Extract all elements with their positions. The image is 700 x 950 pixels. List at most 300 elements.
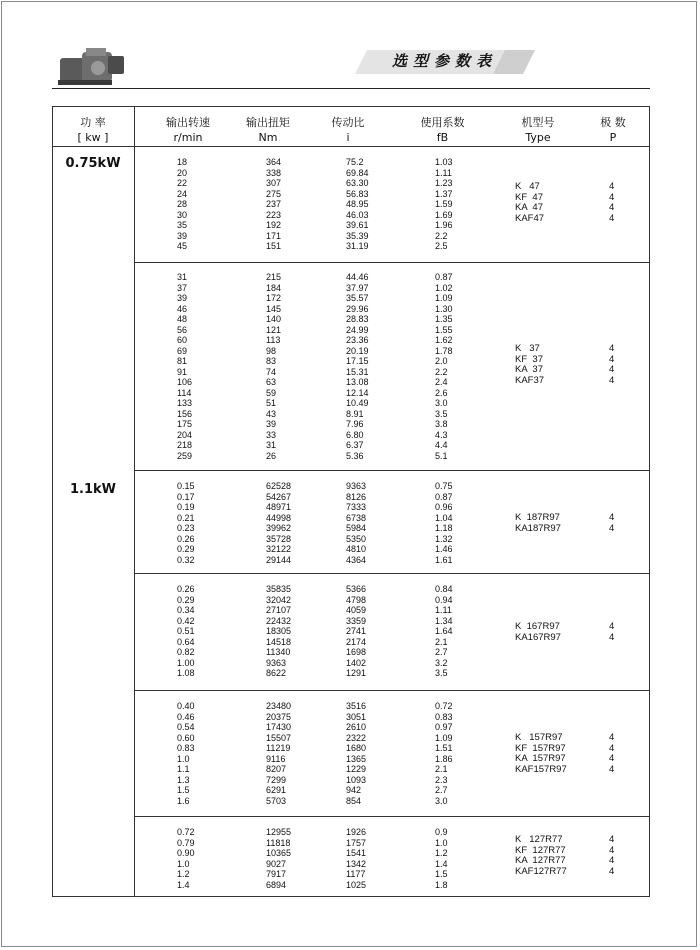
type-cell: KAF127R77 [515, 865, 567, 877]
factor-cell: 1.37 [435, 188, 453, 199]
torque-cell: 31 [266, 440, 277, 450]
ratio-cell: 48.95 [346, 199, 369, 209]
speed-cell: 106 [177, 377, 193, 387]
poles-cell: 4 [609, 865, 615, 877]
type-cell: KA 157R97 [515, 753, 566, 764]
poles-cell: 4 [609, 834, 615, 845]
torque-cell: 364 [266, 157, 282, 167]
torque-cell: 184 [266, 282, 282, 293]
torque-column [266, 272, 281, 461]
factor-cell: 0.96 [435, 502, 453, 512]
poles-header-unit: P [609, 131, 617, 144]
speed-cell: 0.21 [177, 512, 195, 523]
factor-cell: 2.1 [435, 636, 448, 647]
speed-cell: 0.51 [177, 626, 195, 636]
poles-header [578, 114, 648, 144]
speed-cell: 81 [177, 356, 188, 366]
speed-cell: 0.90 [177, 848, 195, 858]
ratio-cell: 28.83 [346, 314, 369, 324]
torque-cell: 44998 [266, 512, 292, 523]
speed-cell: 0.42 [177, 615, 195, 626]
poles-cell: 4 [609, 631, 615, 643]
torque-cell: 32042 [266, 594, 292, 605]
torque-cell: 223 [266, 209, 282, 220]
ratio-cell: 3359 [346, 615, 367, 626]
ratio-cell: 1342 [346, 858, 367, 869]
factor-cell: 0.72 [435, 701, 453, 711]
ratio-cell: 23.36 [346, 335, 369, 345]
ratio-cell: 2322 [346, 732, 367, 743]
factor-cell: 1.11 [435, 605, 452, 615]
ratio-cell: 10.49 [346, 398, 369, 408]
torque-cell: 29144 [266, 554, 292, 565]
speed-cell: 60 [177, 335, 188, 345]
factor-column [435, 272, 453, 461]
poles-cell: 4 [609, 621, 615, 632]
factor-cell: 1.18 [435, 523, 453, 533]
ratio-cell: 5366 [346, 584, 367, 594]
poles-column [609, 733, 614, 775]
type-cell: K 47 [515, 181, 540, 192]
torque-cell: 8207 [266, 764, 287, 774]
ratio-column [346, 272, 369, 461]
ratio-cell: 854 [346, 795, 362, 806]
factor-cell: 2.7 [435, 647, 448, 657]
torque-cell: 20375 [266, 711, 292, 722]
section-divider [134, 470, 650, 471]
speed-cell: 1.1 [177, 764, 190, 774]
torque-cell: 51 [266, 398, 277, 408]
table-header-divider [52, 146, 650, 147]
torque-header-unit: Nm [258, 131, 278, 144]
ratio-cell: 4364 [346, 554, 367, 565]
section-divider [134, 573, 650, 574]
factor-cell: 0.87 [435, 272, 453, 282]
factor-cell: 1.2 [435, 848, 448, 858]
type-cell: K 167R97 [515, 621, 560, 632]
speed-cell: 39 [177, 293, 188, 303]
type-cell: KA 37 [515, 364, 543, 375]
factor-cell: 1.4 [435, 858, 448, 869]
torque-cell: 17430 [266, 722, 292, 732]
ratio-cell: 39.61 [346, 220, 369, 230]
torque-cell: 172 [266, 293, 282, 303]
factor-cell: 3.0 [435, 398, 448, 408]
poles-cell: 4 [609, 512, 615, 523]
speed-cell: 46 [177, 303, 188, 314]
factor-column [435, 701, 453, 806]
speed-cell: 204 [177, 429, 193, 440]
speed-cell: 1.00 [177, 657, 195, 668]
poles-cell: 4 [609, 374, 615, 386]
factor-cell: 1.34 [435, 615, 453, 626]
type-cell: KA 127R77 [515, 855, 566, 866]
power-label: 0.75kW [65, 156, 121, 171]
torque-cell: 338 [266, 167, 282, 178]
factor-cell: 1.09 [435, 293, 453, 303]
factor-cell: 1.02 [435, 282, 453, 293]
ratio-cell: 69.84 [346, 167, 369, 178]
poles-column [609, 622, 614, 643]
speed-cell: 1.08 [177, 668, 195, 678]
torque-cell: 8622 [266, 668, 287, 678]
ratio-cell: 2174 [346, 636, 367, 647]
poles-cell: 4 [609, 181, 615, 192]
ratio-cell: 13.08 [346, 377, 369, 387]
torque-cell: 6291 [266, 785, 287, 795]
type-cell: KF 47 [515, 191, 543, 203]
section-divider [134, 690, 650, 691]
page-title: 选型参数表 [392, 52, 498, 70]
torque-cell: 35835 [266, 584, 292, 594]
ratio-cell: 1926 [346, 827, 367, 837]
factor-cell: 1.23 [435, 178, 453, 188]
torque-cell: 14518 [266, 636, 292, 647]
ratio-cell: 1541 [346, 848, 367, 858]
speed-cell: 24 [177, 188, 188, 199]
ratio-column [346, 481, 366, 565]
poles-column [609, 182, 614, 224]
factor-column [435, 481, 453, 565]
ratio-cell: 2741 [346, 626, 367, 636]
factor-cell: 3.2 [435, 657, 448, 668]
torque-cell: 74 [266, 366, 277, 377]
factor-cell: 1.69 [435, 209, 453, 220]
ratio-column [346, 701, 366, 806]
ratio-cell: 15.31 [346, 366, 369, 377]
torque-cell: 98 [266, 345, 277, 356]
torque-cell: 6894 [266, 879, 287, 890]
torque-cell: 307 [266, 178, 282, 188]
torque-cell: 33 [266, 429, 277, 440]
speed-cell: 91 [177, 366, 188, 377]
ratio-column [346, 827, 366, 890]
torque-column [266, 584, 291, 679]
ratio-cell: 56.83 [346, 188, 369, 199]
speed-column [177, 481, 195, 565]
speed-cell: 0.79 [177, 837, 195, 848]
ratio-cell: 1757 [346, 837, 367, 848]
ratio-cell: 2610 [346, 722, 367, 732]
speed-cell: 20 [177, 167, 188, 178]
torque-cell: 26 [266, 450, 277, 461]
speed-cell: 45 [177, 241, 188, 251]
gear-motor-icon [58, 44, 128, 88]
power-label: 1.1kW [69, 482, 116, 497]
factor-cell: 5.1 [435, 450, 448, 461]
factor-cell: 1.04 [435, 512, 453, 523]
speed-header-title: 输出转速 [166, 116, 210, 129]
ratio-cell: 7.96 [346, 419, 364, 429]
poles-cell: 4 [609, 732, 615, 743]
speed-cell: 31 [177, 272, 188, 282]
torque-cell: 63 [266, 377, 277, 387]
speed-cell: 22 [177, 178, 188, 188]
speed-cell: 0.29 [177, 544, 195, 554]
torque-cell: 121 [266, 324, 282, 335]
poles-cell: 4 [609, 212, 615, 224]
power-header-title: 功 率 [80, 116, 106, 129]
power-header [52, 114, 134, 144]
speed-cell: 35 [177, 220, 188, 230]
speed-cell: 1.0 [177, 858, 190, 869]
poles-cell: 4 [609, 753, 615, 764]
torque-cell: 7299 [266, 774, 287, 785]
type-cell: K 127R77 [515, 834, 563, 845]
ratio-cell: 8.91 [346, 408, 364, 419]
type-column [515, 182, 544, 224]
speed-cell: 114 [177, 387, 192, 398]
ratio-cell: 24.99 [346, 324, 369, 335]
factor-cell: 2.2 [435, 366, 448, 377]
ratio-cell: 44.46 [346, 272, 369, 282]
ratio-cell: 46.03 [346, 209, 369, 220]
poles-cell: 4 [609, 191, 615, 203]
torque-cell: 22432 [266, 615, 292, 626]
torque-cell: 215 [266, 272, 282, 282]
torque-cell: 192 [266, 220, 282, 230]
torque-cell: 59 [266, 387, 277, 398]
factor-cell: 1.61 [435, 554, 453, 565]
ratio-cell: 20.19 [346, 345, 369, 356]
torque-cell: 43 [266, 408, 277, 419]
poles-cell: 4 [609, 763, 615, 775]
factor-cell: 2.6 [435, 387, 448, 398]
speed-cell: 0.40 [177, 701, 195, 711]
ratio-cell: 9363 [346, 481, 367, 491]
type-column [515, 622, 561, 643]
ratio-cell: 6.80 [346, 429, 364, 440]
speed-cell: 37 [177, 282, 188, 293]
ratio-cell: 6738 [346, 512, 367, 523]
torque-cell: 171 [266, 230, 282, 241]
poles-column [609, 344, 614, 386]
torque-cell: 35728 [266, 533, 292, 544]
factor-cell: 0.94 [435, 594, 453, 605]
ratio-cell: 6.37 [346, 440, 364, 450]
ratio-cell: 1698 [346, 647, 367, 657]
factor-cell: 1.51 [435, 743, 453, 753]
type-cell: KA 47 [515, 202, 543, 213]
type-cell: KAF37 [515, 374, 545, 386]
torque-column [266, 701, 291, 806]
poles-header-title: 极 数 [600, 116, 626, 129]
speed-cell: 0.19 [177, 502, 195, 512]
poles-cell: 4 [609, 855, 615, 866]
speed-cell: 0.60 [177, 732, 195, 743]
poles-cell: 4 [609, 202, 615, 213]
factor-cell: 2.2 [435, 230, 448, 241]
speed-cell: 0.15 [177, 481, 195, 491]
factor-cell: 3.8 [435, 419, 448, 429]
factor-cell: 3.5 [435, 668, 448, 678]
factor-cell: 1.32 [435, 533, 453, 544]
type-column [515, 344, 544, 386]
factor-cell: 1.86 [435, 753, 453, 764]
ratio-cell: 1177 [346, 869, 366, 879]
speed-cell: 0.32 [177, 554, 195, 565]
type-column [515, 835, 567, 877]
factor-cell: 2.0 [435, 356, 448, 366]
factor-cell: 2.3 [435, 774, 448, 785]
ratio-cell: 8126 [346, 491, 367, 502]
speed-cell: 0.17 [177, 491, 195, 502]
speed-cell: 175 [177, 419, 193, 429]
torque-cell: 11340 [266, 647, 291, 657]
factor-cell: 1.62 [435, 335, 453, 345]
speed-cell: 1.0 [177, 753, 190, 764]
ratio-cell: 12.14 [346, 387, 369, 398]
factor-cell: 1.09 [435, 732, 453, 743]
factor-cell: 1.30 [435, 303, 453, 314]
torque-cell: 9116 [266, 753, 286, 764]
ratio-cell: 7333 [346, 502, 367, 512]
torque-cell: 5703 [266, 795, 287, 806]
torque-cell: 145 [266, 303, 282, 314]
ratio-cell: 1291 [346, 668, 367, 678]
factor-column [435, 157, 453, 252]
speed-cell: 0.23 [177, 523, 195, 533]
factor-cell: 0.75 [435, 481, 453, 491]
type-cell: K 157R97 [515, 732, 563, 743]
torque-column [266, 157, 281, 252]
torque-cell: 275 [266, 188, 282, 199]
speed-cell: 0.82 [177, 647, 195, 657]
torque-cell: 15507 [266, 732, 292, 743]
speed-cell: 48 [177, 314, 188, 324]
factor-cell: 0.87 [435, 491, 453, 502]
torque-cell: 48971 [266, 502, 292, 512]
ratio-cell: 1229 [346, 764, 367, 774]
ratio-cell: 35.39 [346, 230, 369, 241]
type-cell: KF 127R77 [515, 844, 566, 856]
poles-cell: 4 [609, 343, 615, 354]
poles-cell: 4 [609, 844, 615, 856]
factor-cell: 2.5 [435, 241, 448, 251]
torque-cell: 12955 [266, 827, 292, 837]
speed-cell: 0.83 [177, 743, 195, 753]
type-column [515, 733, 567, 775]
factor-cell: 1.46 [435, 544, 453, 554]
torque-cell: 18305 [266, 626, 292, 636]
type-cell: K 187R97 [515, 512, 560, 523]
speed-cell: 0.54 [177, 722, 195, 732]
speed-cell: 0.29 [177, 594, 195, 605]
power-column-divider [134, 106, 135, 897]
ratio-cell: 1365 [346, 753, 367, 764]
type-column [515, 513, 561, 534]
torque-cell: 7917 [266, 869, 287, 879]
factor-cell: 1.64 [435, 626, 453, 636]
factor-cell: 2.1 [435, 764, 448, 774]
factor-cell: 1.5 [435, 869, 448, 879]
ratio-cell: 75.2 [346, 157, 364, 167]
type-cell: KAF157R97 [515, 763, 567, 775]
ratio-cell: 35.57 [346, 293, 369, 303]
factor-cell: 2.4 [435, 377, 448, 387]
speed-cell: 0.26 [177, 584, 195, 594]
ratio-column [346, 157, 369, 252]
factor-cell: 0.97 [435, 722, 453, 732]
type-cell: KA187R97 [515, 522, 561, 534]
factor-header-title: 使用系数 [420, 116, 465, 129]
ratio-column [346, 584, 366, 679]
speed-column [177, 701, 195, 806]
speed-column [177, 827, 195, 890]
ratio-cell: 37.97 [346, 282, 369, 293]
ratio-cell: 29.96 [346, 303, 369, 314]
speed-cell: 30 [177, 209, 188, 220]
factor-cell: 0.9 [435, 827, 448, 837]
poles-column [609, 513, 614, 534]
factor-cell: 1.8 [435, 879, 448, 890]
ratio-cell: 63.30 [346, 178, 369, 188]
factor-header-unit: fB [436, 131, 449, 144]
speed-cell: 56 [177, 324, 188, 335]
speed-cell: 133 [177, 398, 193, 408]
torque-cell: 113 [266, 335, 281, 345]
factor-cell: 3.5 [435, 408, 448, 419]
torque-column [266, 481, 291, 565]
poles-cell: 4 [609, 742, 615, 754]
factor-cell: 3.0 [435, 795, 448, 806]
ratio-cell: 5350 [346, 533, 367, 544]
torque-column [266, 827, 291, 890]
torque-cell: 11818 [266, 837, 291, 848]
type-header-title: 机型号 [521, 116, 555, 129]
torque-cell: 9363 [266, 657, 287, 668]
speed-cell: 0.64 [177, 636, 195, 647]
ratio-cell: 942 [346, 785, 362, 795]
poles-cell: 4 [609, 364, 615, 375]
speed-cell: 218 [177, 440, 193, 450]
speed-column [177, 157, 187, 252]
type-header [493, 114, 583, 144]
factor-cell: 1.0 [435, 837, 448, 848]
header-rule [52, 88, 650, 89]
torque-cell: 151 [266, 241, 282, 251]
torque-cell: 140 [266, 314, 282, 324]
factor-cell: 1.03 [435, 157, 453, 167]
factor-column [435, 584, 453, 679]
speed-header-unit: r/min [173, 131, 203, 144]
speed-cell: 0.34 [177, 605, 195, 615]
speed-cell: 0.46 [177, 711, 195, 722]
ratio-cell: 3516 [346, 701, 367, 711]
factor-cell: 1.35 [435, 314, 453, 324]
factor-cell: 1.55 [435, 324, 453, 335]
type-cell: KA167R97 [515, 631, 561, 643]
speed-cell: 0.26 [177, 533, 195, 544]
section-divider [134, 262, 650, 263]
torque-cell: 32122 [266, 544, 292, 554]
factor-cell: 1.59 [435, 199, 453, 209]
ratio-cell: 4798 [346, 594, 367, 605]
torque-cell: 23480 [266, 701, 292, 711]
torque-cell: 54267 [266, 491, 292, 502]
speed-cell: 18 [177, 157, 188, 167]
factor-cell: 1.78 [435, 345, 453, 356]
poles-cell: 4 [609, 522, 615, 534]
factor-header [395, 114, 490, 144]
torque-cell: 237 [266, 199, 282, 209]
speed-column [177, 584, 195, 679]
type-cell: KF 157R97 [515, 742, 566, 754]
ratio-cell: 5984 [346, 523, 367, 533]
ratio-cell: 17.15 [346, 356, 369, 366]
poles-column [609, 835, 614, 877]
ratio-cell: 1093 [346, 774, 367, 785]
